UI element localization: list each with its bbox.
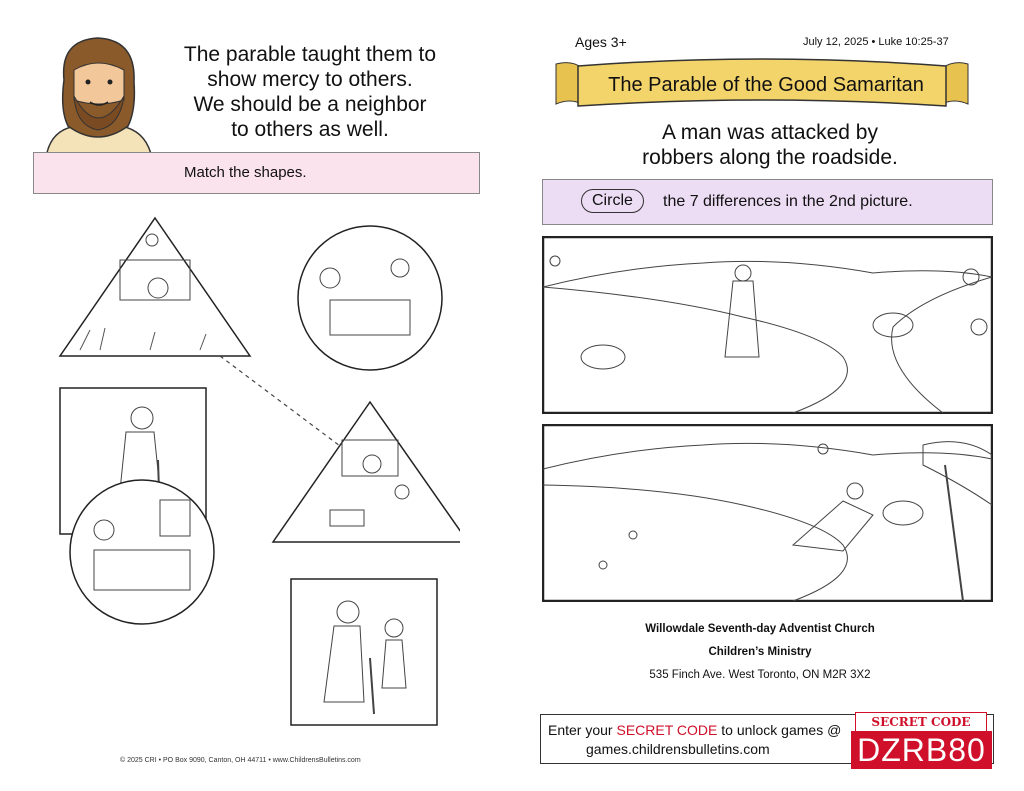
circle-sickbed-picture[interactable]: [70, 480, 214, 624]
story-subtitle: [560, 120, 980, 170]
lead-line: to others as well.: [231, 118, 389, 141]
match-connector-line: [220, 356, 340, 446]
triangle-lawnmower-picture[interactable]: [273, 402, 460, 542]
differences-instruction-band: [542, 179, 993, 225]
secret-code-value: DZRB80: [851, 731, 992, 769]
circle-bedside-picture[interactable]: [298, 226, 442, 370]
lead-line: We should be a neighbor: [193, 93, 427, 116]
match-instruction: Match the shapes.: [184, 164, 307, 181]
lead-text: [165, 42, 455, 142]
copyright-footer: © 2025 CRI • PO Box 9090, Canton, OH 44711 • www.ChildrensBulletins.com: [120, 757, 361, 764]
code-prefix: Enter your: [548, 722, 617, 738]
secret-code-prompt: [548, 722, 841, 738]
lead-line: The parable taught them to: [183, 43, 437, 66]
secret-code-label: SECRET CODE: [855, 712, 987, 732]
triangle-wheelchair-picture[interactable]: [60, 218, 250, 356]
date-reference: July 12, 2025 • Luke 10:25-37: [803, 36, 949, 48]
square-helping-grandmother-picture[interactable]: [290, 578, 438, 726]
lead-line: show mercy to others.: [207, 68, 413, 91]
code-highlight: SECRET CODE: [616, 722, 718, 738]
church-info: [580, 618, 940, 687]
scene-original[interactable]: [542, 236, 993, 414]
ministry-name: Children’s Ministry: [708, 646, 812, 658]
church-address: 535 Finch Ave. West Toronto, ON M2R 3X2: [649, 669, 871, 681]
page-title: The Parable of the Good Samaritan: [608, 74, 924, 96]
code-suffix: to unlock games @: [717, 722, 842, 738]
church-name: Willowdale Seventh-day Adventist Church: [645, 623, 875, 635]
matching-shapes-area: [30, 210, 460, 630]
age-label: Ages 3+: [575, 34, 627, 50]
circle-word: Circle: [581, 189, 644, 213]
subtitle-line: robbers along the roadside.: [642, 146, 898, 169]
games-link[interactable]: games.childrensbulletins.com: [586, 741, 770, 757]
differences-instruction: the 7 differences in the 2nd picture.: [663, 193, 913, 210]
subtitle-line: A man was attacked by: [662, 121, 878, 144]
scene-differences[interactable]: [542, 424, 993, 602]
match-instruction-band: [33, 152, 480, 194]
jesus-illustration: [36, 30, 160, 158]
